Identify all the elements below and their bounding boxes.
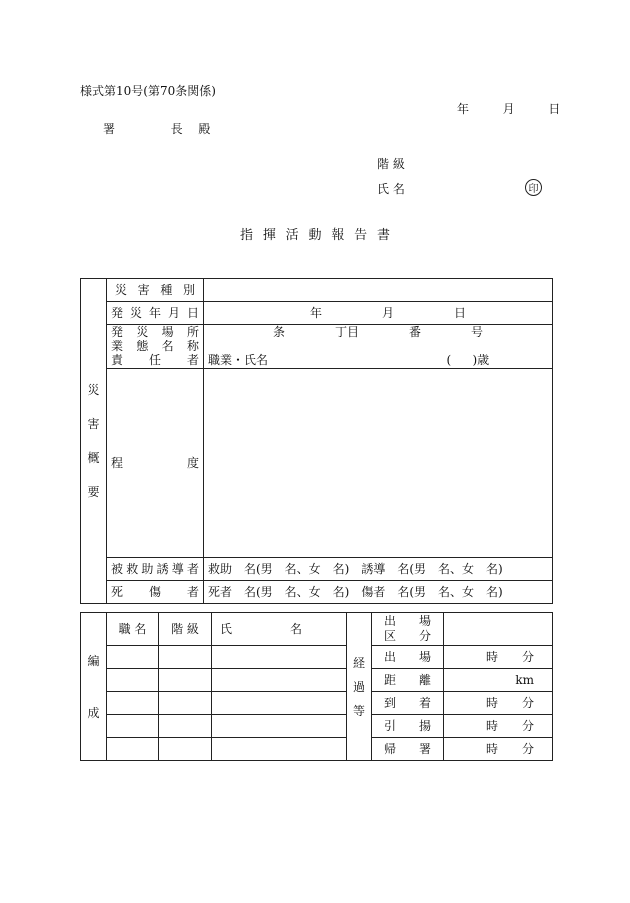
formation-cell[interactable] [159, 715, 212, 738]
rescued-label: 被 救 助 誘 導 者 [107, 558, 204, 581]
formation-cell[interactable] [212, 738, 347, 761]
seal-icon: 印 [525, 179, 542, 196]
dispatch-time-value[interactable]: 時 分 [444, 646, 553, 669]
location-value[interactable]: 条 丁目 番 号 [204, 325, 553, 341]
location-label: 発 災 場 所 [107, 325, 204, 341]
formation-cell[interactable] [107, 646, 159, 669]
seal-mark [525, 179, 542, 196]
casualties-value[interactable]: 死者 名(男 名、女 名) 傷者 名(男 名、女 名) [204, 581, 553, 604]
overview-table [80, 278, 553, 604]
extent-label: 程 度 [107, 369, 204, 558]
arrival-value[interactable]: 時 分 [444, 692, 553, 715]
addressee-office: 署 [103, 122, 116, 136]
extent-value[interactable] [204, 369, 553, 558]
occurrence-date-label: 発 災 年 月 日 [107, 302, 204, 325]
responsible-value[interactable]: 職業・氏名 ( )歳 [204, 353, 553, 369]
date-year: 年 [457, 102, 470, 116]
date-line [457, 100, 560, 117]
header-name: 氏 名 [212, 613, 347, 646]
formation-cell[interactable] [159, 669, 212, 692]
submitter-name-label: 氏 名 [377, 182, 405, 196]
formation-table [80, 612, 553, 761]
distance-value[interactable]: km [444, 669, 553, 692]
disaster-type-value[interactable] [204, 279, 553, 302]
formation-cell[interactable] [107, 738, 159, 761]
withdrawal-label: 引 揚 [372, 715, 444, 738]
responsible-label: 責 任 者 [107, 353, 204, 369]
date-day: 日 [548, 102, 561, 116]
header-position: 職 名 [107, 613, 159, 646]
formation-cell[interactable] [159, 738, 212, 761]
date-month: 月 [502, 102, 515, 116]
business-label: 業 態 名 称 [107, 340, 204, 353]
overview-section-label: 災害概要 [81, 279, 107, 604]
dispatch-category-label: 出 場 区 分 [372, 613, 444, 646]
rescued-value[interactable]: 救助 名(男 名、女 名) 誘導 名(男 名、女 名) [204, 558, 553, 581]
dispatch-category-value[interactable] [444, 613, 553, 646]
casualties-label: 死 傷 者 [107, 581, 204, 604]
formation-cell[interactable] [212, 715, 347, 738]
dispatch-time-label: 出 場 [372, 646, 444, 669]
formation-cell[interactable] [159, 692, 212, 715]
return-label: 帰 署 [372, 738, 444, 761]
return-value[interactable]: 時 分 [444, 738, 553, 761]
distance-label: 距 離 [372, 669, 444, 692]
report-title: 指 揮 活 動 報 告 書 [240, 228, 390, 243]
addressee-honorific: 殿 [198, 122, 211, 136]
arrival-label: 到 着 [372, 692, 444, 715]
header-rank: 階 級 [159, 613, 212, 646]
submitter-rank-label: 階 級 [377, 157, 405, 171]
formation-cell[interactable] [212, 669, 347, 692]
addressee-title: 長 [170, 122, 183, 136]
formation-cell[interactable] [159, 646, 212, 669]
disaster-type-label: 災 害 種 別 [107, 279, 204, 302]
formation-cell[interactable] [212, 646, 347, 669]
formation-cell[interactable] [212, 692, 347, 715]
addressee [103, 120, 210, 137]
formation-cell[interactable] [107, 715, 159, 738]
formation-cell[interactable] [107, 692, 159, 715]
withdrawal-value[interactable]: 時 分 [444, 715, 553, 738]
progress-section-label: 経過等 [347, 613, 372, 761]
business-value[interactable] [204, 340, 553, 353]
formation-section-label: 編成 [81, 613, 107, 761]
formation-cell[interactable] [107, 669, 159, 692]
form-number: 様式第10号(第70条関係) [80, 84, 216, 98]
occurrence-date-value[interactable]: 年 月 日 [204, 302, 553, 325]
